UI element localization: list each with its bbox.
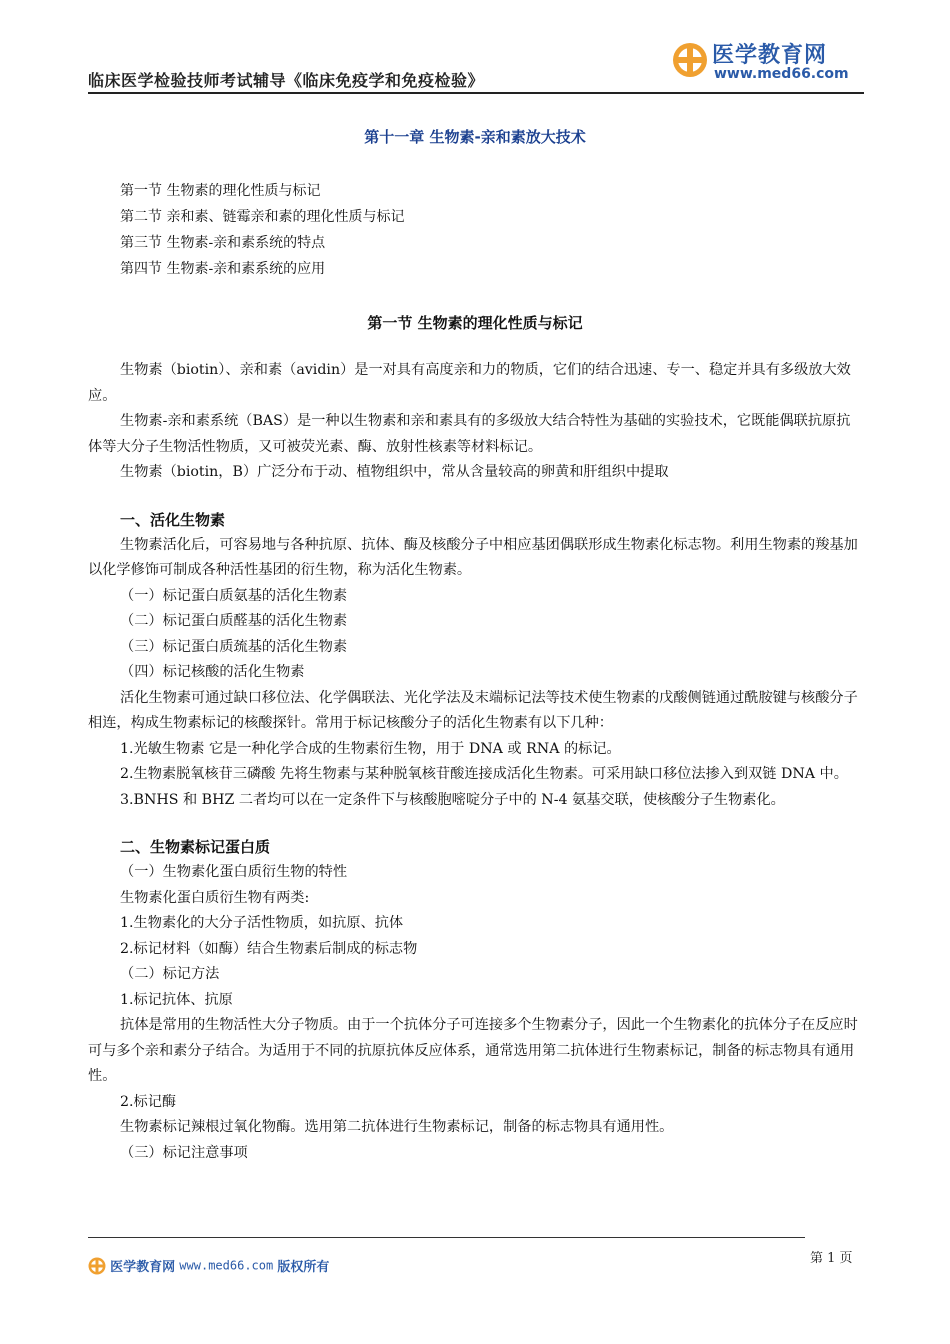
logo-name: 医学教育网 xyxy=(712,43,828,68)
footer-logo-icon xyxy=(88,1257,106,1275)
part1-item: （四）标记核酸的活化生物素 xyxy=(120,664,305,680)
page-number: 第 1 页 xyxy=(810,1251,853,1266)
part1-numbered-item: 1.光敏生物素 它是一种化学合成的生物素衍生物，用于 DNA 或 RNA 的标记。 xyxy=(120,740,621,757)
section-title: 第一节 生物素的理化性质与标记 xyxy=(367,314,583,332)
part2-list-item: 1.生物素化的大分子活性物质，如抗原、抗体 xyxy=(120,915,404,931)
part2-paragraph: 生物素化蛋白质衍生物有两类: xyxy=(120,889,310,906)
toc-item: 第三节 生物素-亲和素系统的特点 xyxy=(120,235,326,251)
method-paragraph: 生物素标记辣根过氧化物酶。选用第二抗体进行生物素标记，制备的标志物具有通用性。 xyxy=(120,1119,674,1135)
chapter-title: 第十一章 生物素-亲和素放大技术 xyxy=(364,128,586,146)
site-logo[interactable] xyxy=(672,40,872,86)
part1-heading: 一、活化生物素 xyxy=(120,510,226,529)
footer-site-name: 医学教育网 xyxy=(110,1260,176,1275)
part2-subheading: （二）标记方法 xyxy=(120,966,220,982)
intro-paragraph: 生物素（biotin）、亲和素（avidin）是一对具有高度亲和力的物质，它们的结合迅速、专一、稳定并具有多级放大效应。 xyxy=(88,362,851,404)
footer-divider xyxy=(88,1237,805,1238)
part2-list-item: 2.标记材料（如酶）结合生物素后制成的标志物 xyxy=(120,940,418,957)
method-paragraph: 抗体是常用的生物活性大分子物质。由于一个抗体分子可连接多个生物素分子，因此一个生物素化的抗体分子在反应时可与多个亲和素分子结合。为适用于不同的抗原抗体反应体系，通常选用第二抗体进行生物素标记，制备的标志物具有通用性。 xyxy=(88,1017,858,1084)
part1-item: （三）标记蛋白质巯基的活化生物素 xyxy=(120,638,348,655)
logo-url[interactable]: www.med66.com xyxy=(714,66,849,82)
footer-branding[interactable] xyxy=(88,1256,329,1275)
logo-cross-icon xyxy=(672,42,708,78)
part1-paragraph: 生物素活化后，可容易地与各种抗原、抗体、酶及核酸分子中相应基团偶联形成生物素化标志物。利用生物素的羧基加以化学修饰可制成各种活性基团的衍生物，称为活化生物素。 xyxy=(88,536,858,578)
footer-rights: 版权所有 xyxy=(277,1260,330,1275)
part2-heading: 二、生物素标记蛋白质 xyxy=(120,838,271,856)
footer-url[interactable]: www.med66.com xyxy=(179,1258,274,1273)
header-divider xyxy=(88,92,864,94)
part2-subheading: （三）标记注意事项 xyxy=(120,1144,248,1161)
header-title: 临床医学检验技师考试辅导《临床免疫学和免疫检验》 xyxy=(88,71,485,90)
part1-paragraph: 活化生物素可通过缺口移位法、化学偶联法、光化学法及末端标记法等技术使生物素的戊酸侧链通过酰胺键与核酸分子相连，构成生物素标记的核酸探针。常用于标记核酸分子的活化生物素有以下几种： xyxy=(88,689,858,731)
intro-paragraph: 生物素（biotin，B）广泛分布于动、植物组织中，常从含量较高的卵黄和肝组织中提取 xyxy=(120,464,669,480)
part1-numbered-item: 3.BNHS 和 BHZ 二者均可以在一定条件下与核酸胞嘧啶分子中的 N-4 氨基交联，使核酸分子生物素化。 xyxy=(120,791,785,808)
toc-item: 第四节 生物素-亲和素系统的应用 xyxy=(120,261,326,277)
method-title: 2.标记酶 xyxy=(120,1093,177,1110)
table-of-contents xyxy=(120,178,404,282)
toc-item: 第二节 亲和素、链霉亲和素的理化性质与标记 xyxy=(120,209,405,225)
part1-numbered-item: 2.生物素脱氧核苷三磷酸 先将生物素与某种脱氧核苷酸连接成活化生物素。可采用缺口移位法掺入到双链 DNA 中。 xyxy=(120,766,848,782)
toc-item: 第一节 生物素的理化性质与标记 xyxy=(120,183,321,199)
document-body xyxy=(88,358,864,1166)
method-title: 1.标记抗体、抗原 xyxy=(120,991,233,1008)
part1-item: （一）标记蛋白质氨基的活化生物素 xyxy=(120,587,348,604)
part2-subheading: （一）生物素化蛋白质衍生物的特性 xyxy=(120,864,348,880)
part1-item: （二）标记蛋白质醛基的活化生物素 xyxy=(120,613,348,629)
intro-paragraph: 生物素-亲和素系统（BAS）是一种以生物素和亲和素具有的多级放大结合特性为基础的实验技术，它既能偶联抗原抗体等大分子生物活性物质，又可被荧光素、酶、放射性核素等材料标记。 xyxy=(88,413,851,455)
